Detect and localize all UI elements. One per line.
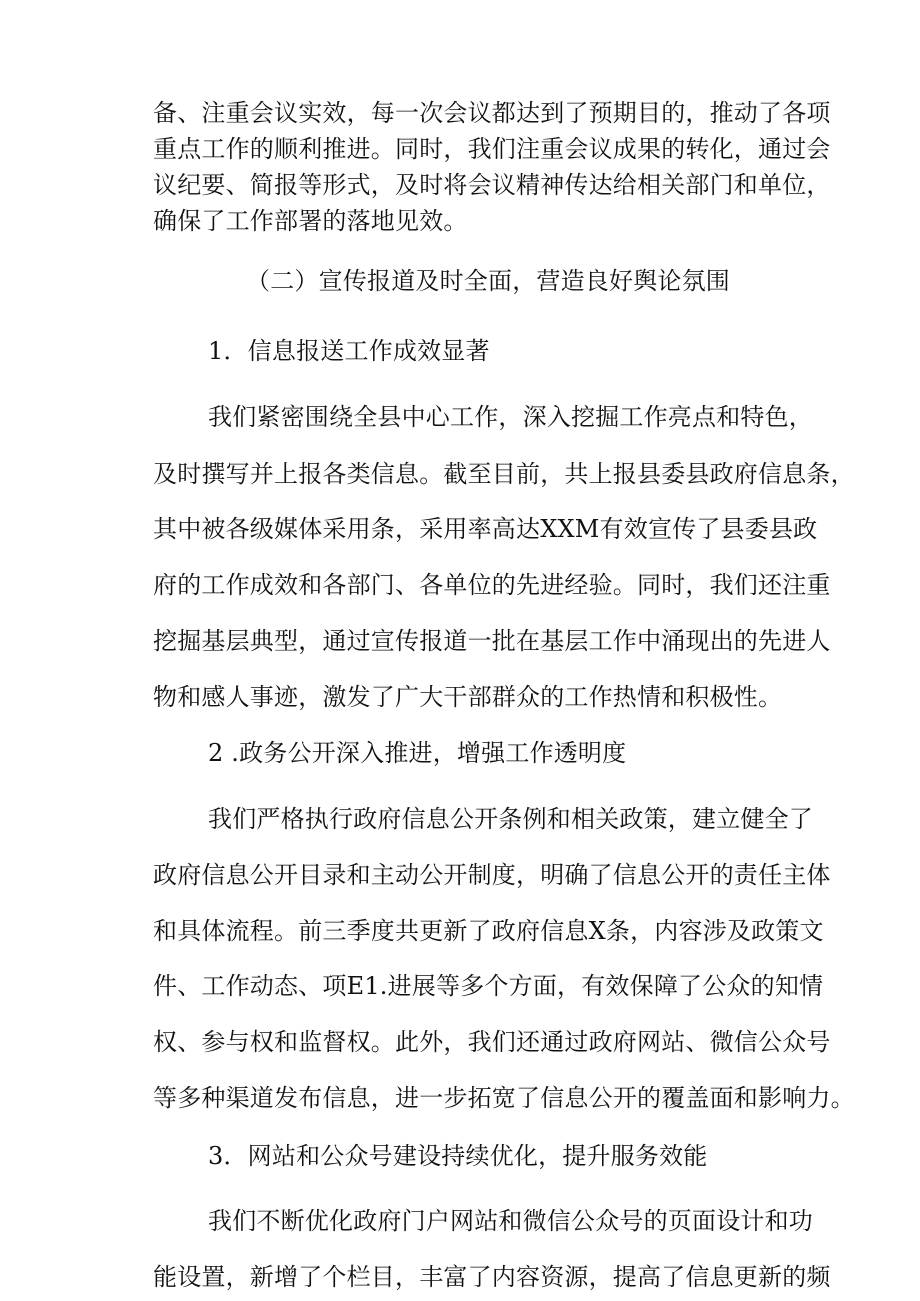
paragraph-line: 等多种渠道发布信息，进一步拓宽了信息公开的覆盖面和影响力。 xyxy=(153,1084,855,1112)
paragraph-line: 其中被各级媒体采用条，采用率高达XXM有效宣传了县委县政 xyxy=(153,515,818,543)
paragraph-line: 我们严格执行政府信息公开条例和相关政策，建立健全了 xyxy=(208,805,813,833)
paragraph-line: 及时撰写并上报各类信息。截至目前，共上报县委县政府信息条， xyxy=(153,460,855,488)
paragraph-line: 物和感人事迹，激发了广大干部群众的工作热情和积极性。 xyxy=(153,683,783,711)
paragraph-line: 和具体流程。前三季度共更新了政府信息X条，内容涉及政策文 xyxy=(153,917,824,945)
paragraph-line: 府的工作成效和各部门、各单位的先进经验。同时，我们还注重 xyxy=(153,571,831,599)
paragraph-line: 政府信息公开目录和主动公开制度，明确了信息公开的责任主体 xyxy=(153,861,831,889)
subsection-heading-1: 1．信息报送工作成效显著 xyxy=(208,337,490,365)
paragraph-line: 我们不断优化政府门户网站和微信公众号的页面设计和功 xyxy=(208,1207,813,1235)
subsection-heading-2: 2 .政务公开深入推进，增强工作透明度 xyxy=(208,739,627,767)
paragraph-line: 我们紧密围绕全县中心工作，深入挖掘工作亮点和特色， xyxy=(208,403,813,431)
paragraph-line: 重点工作的顺利推进。同时，我们注重会议成果的转化，通过会 xyxy=(153,135,831,163)
paragraph-line: 确保了工作部署的落地见效。 xyxy=(153,207,468,235)
paragraph-line: 权、参与权和监督权。此外，我们还通过政府网站、微信公众号 xyxy=(153,1028,831,1056)
paragraph-line: 能设置，新增了个栏目，丰富了内容资源，提高了信息更新的频 xyxy=(153,1263,831,1291)
subsection-heading-3: 3．网站和公众号建设持续优化，提升服务效能 xyxy=(208,1142,708,1170)
paragraph-line: 挖掘基层典型，通过宣传报道一批在基层工作中涌现出的先进人 xyxy=(153,627,831,655)
section-heading: （二）宣传报道及时全面，营造良好舆论氛围 xyxy=(246,267,730,295)
paragraph-line: 件、工作动态、项E1.进展等多个方面，有效保障了公众的知情 xyxy=(153,972,824,1000)
paragraph-line: 备、注重会议实效，每一次会议都达到了预期目的，推动了各项 xyxy=(153,99,831,127)
paragraph-line: 议纪要、简报等形式，及时将会议精神传达给相关部门和单位， xyxy=(153,171,831,199)
